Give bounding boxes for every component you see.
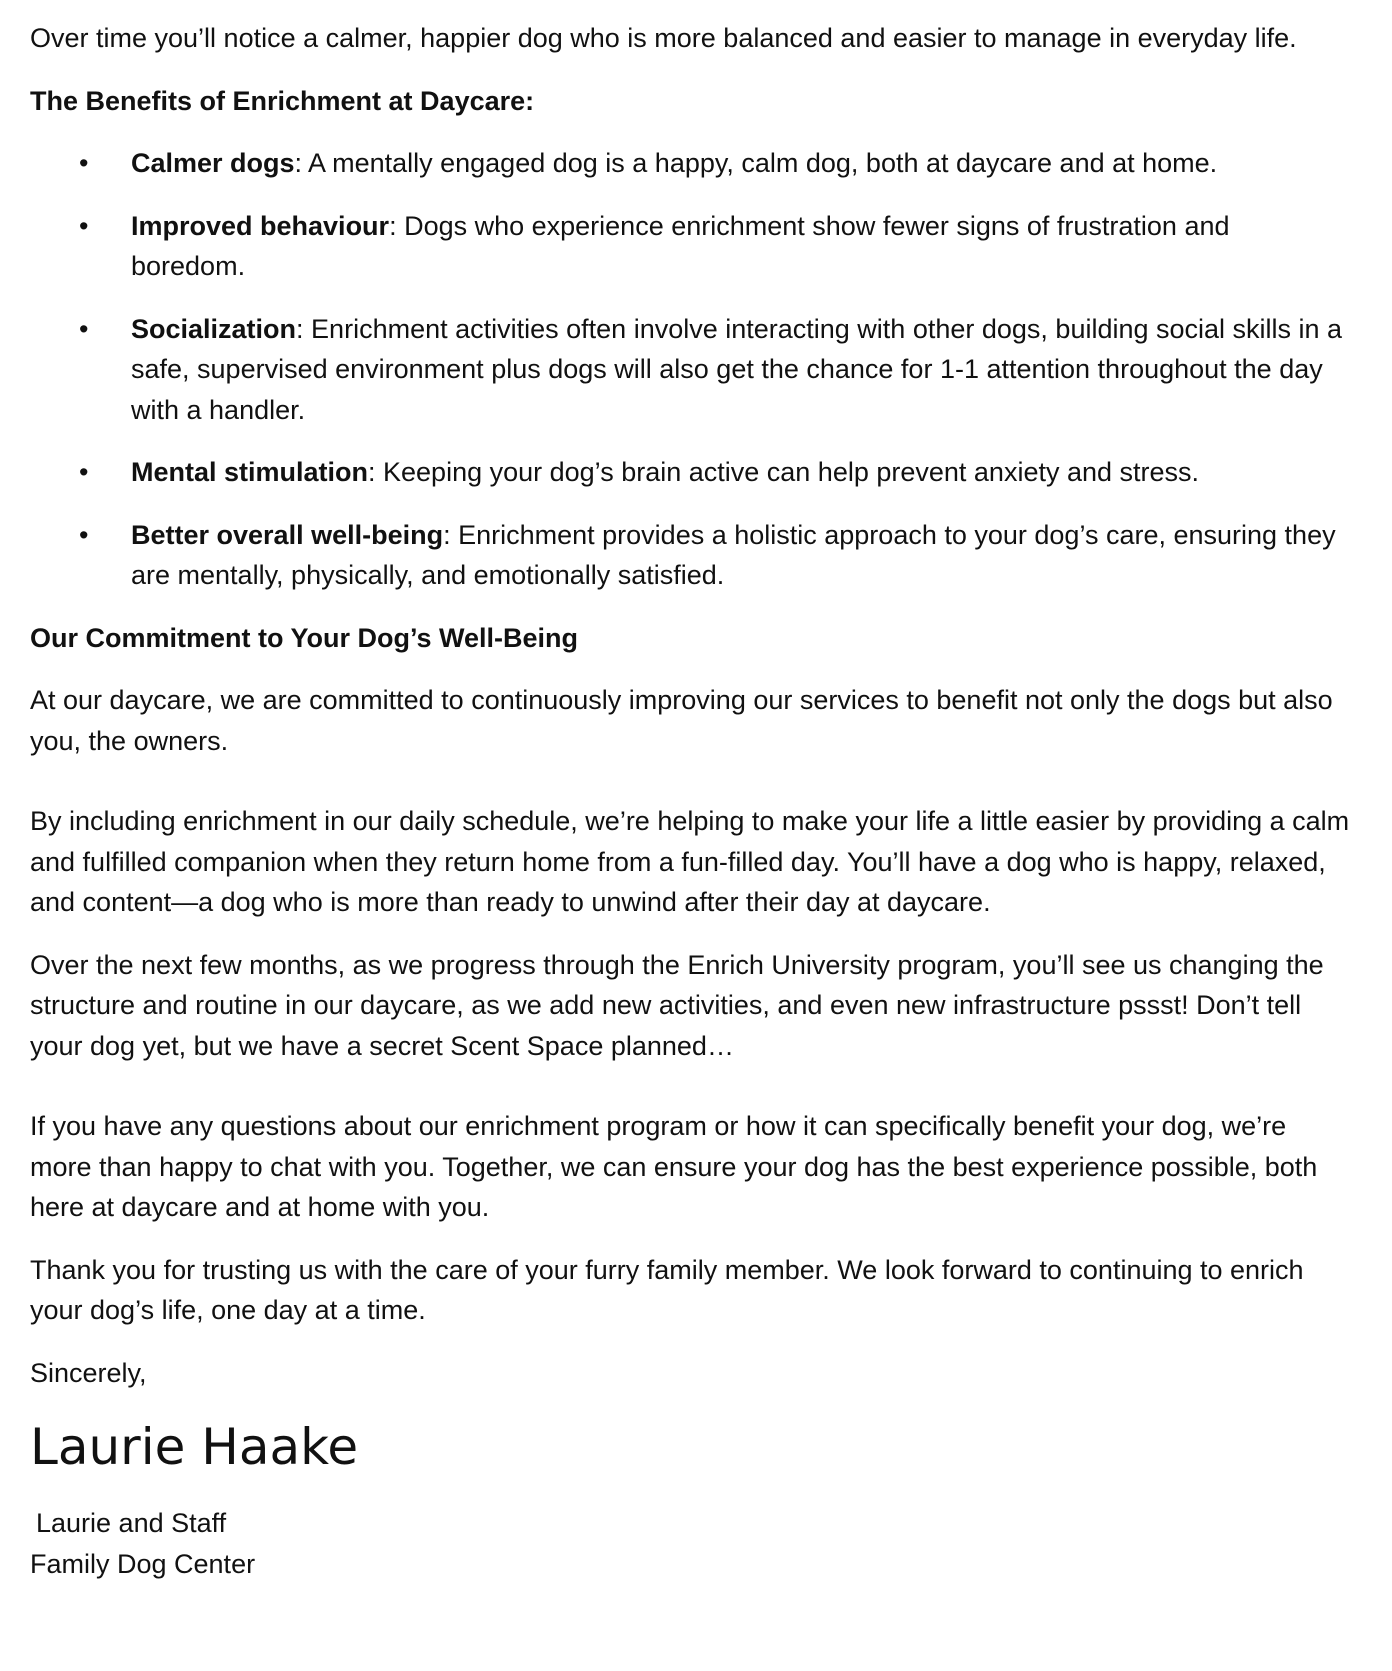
- bullet-icon: •: [79, 148, 89, 178]
- organization-name: Family Dog Center: [30, 1548, 256, 1579]
- bullet-icon: •: [79, 210, 89, 241]
- bullet-icon: •: [79, 457, 89, 487]
- benefits-heading: The Benefits of Enrichment at Daycare:: [30, 85, 535, 116]
- signoff-name: Laurie and Staff: [36, 1508, 227, 1538]
- benefit-item-improved-behaviour: [30, 206, 1350, 287]
- benefit-text: : A mentally engaged dog is a happy, calm dog, both at daycare and at home.: [294, 148, 1218, 178]
- benefit-text: : Dogs who experience enrichment show fewer signs of frustration and boredom.: [131, 210, 1230, 281]
- commitment-paragraph: By including enrichment in our daily schedule, we’re helping to make your life a little easier by providing a calm and fulfilled companion when they return home from a fun-filled day. You’ll have a dog who is happy, relaxed, and content—a dog who is more than ready to unwind after their day at daycare.: [30, 806, 1350, 917]
- benefit-item-mental-stimulation: [30, 452, 1350, 493]
- bullet-icon: •: [79, 313, 89, 344]
- commitment-paragraph: Over the next few months, as we progress through the Enrich University program, you’ll see us changing the structure and routine in our daycare, as we add new activities, and even new infrastructure pssst! Don’t tell your dog yet, but we have a secret Scent Space planned…: [30, 949, 1324, 1061]
- commitment-paragraph: At our daycare, we are committed to continuously improving our services to benefit not only the dogs but also you, the owners.: [30, 685, 1333, 756]
- benefit-item-well-being: [30, 515, 1350, 596]
- benefit-item-socialization: [30, 309, 1350, 431]
- intro-paragraph: Over time you’ll notice a calmer, happier dog who is more balanced and easier to manage in everyday life.: [30, 23, 1297, 53]
- benefit-term: Improved behaviour: [131, 210, 390, 241]
- salutation: Sincerely,: [30, 1357, 147, 1388]
- commitment-heading: Our Commitment to Your Dog’s Well-Being: [30, 622, 579, 653]
- benefit-text: : Enrichment provides a holistic approach to your dog’s care, ensuring they are mentally, physically, and emotionally satisfied.: [131, 519, 1336, 590]
- signoff-block: [30, 1503, 1350, 1584]
- benefits-list: [30, 143, 1350, 596]
- benefit-term: Mental stimulation: [131, 457, 369, 487]
- signature: Laurie Haake: [30, 1418, 359, 1476]
- benefit-text: : Keeping your dog’s brain active can help prevent anxiety and stress.: [368, 457, 1200, 487]
- benefit-term: Calmer dogs: [131, 148, 295, 178]
- benefit-term: Better overall well-being: [131, 519, 444, 550]
- bullet-icon: •: [79, 519, 89, 550]
- benefit-text: : Enrichment activities often involve interacting with other dogs, building social skills in a safe, supervised environment plus dogs will also get the chance for 1-1 attention throughout the day with a handler.: [131, 313, 1343, 425]
- commitment-paragraph: Thank you for trusting us with the care of your furry family member. We look forward to continuing to enrich your dog’s life, one day at a time.: [30, 1254, 1304, 1325]
- commitment-paragraph: If you have any questions about our enrichment program or how it can specifically benefit your dog, we’re more than happy to chat with you. Together, we can ensure your dog has the best experience possible, both here at daycare and at home with you.: [30, 1111, 1318, 1222]
- benefit-term: Socialization: [131, 313, 297, 344]
- benefit-item-calmer-dogs: [30, 143, 1350, 184]
- letter-page: [30, 18, 1350, 1584]
